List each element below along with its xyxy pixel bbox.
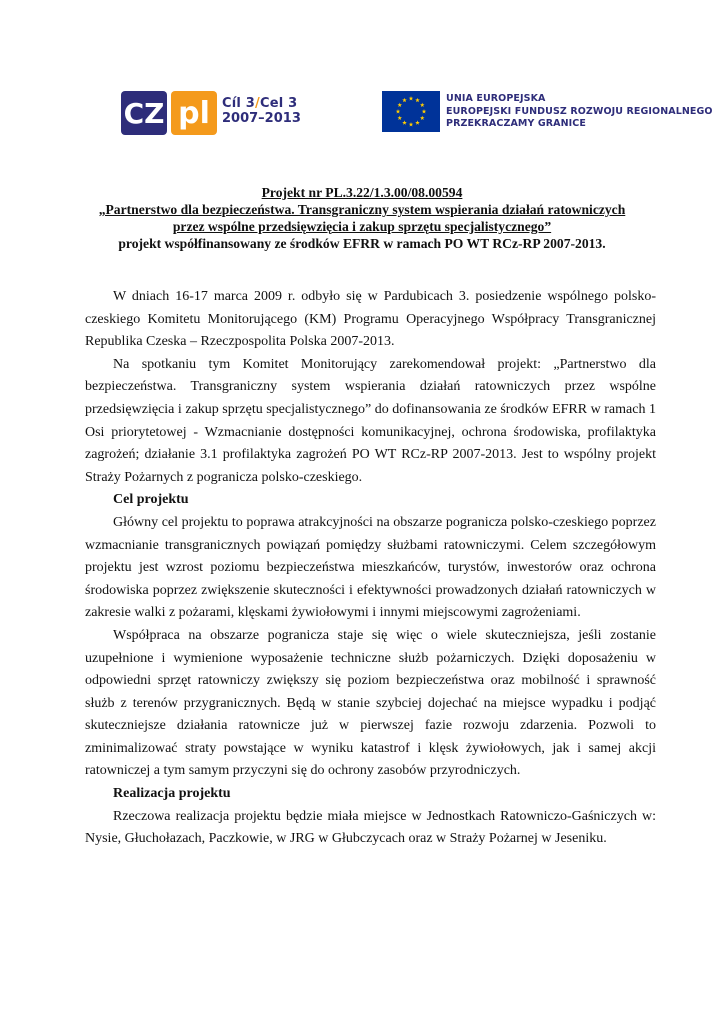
project-number: Projekt nr PL.3.22/1.3.00/08.00594 xyxy=(261,185,463,200)
project-title xyxy=(60,184,664,252)
eu-line-3: PRZEKRACZAMY GRANICE xyxy=(446,118,586,129)
paragraph-3: Główny cel projektu to poprawa atrakcyjności na obszarze pogranicza polsko-czeskiego poprzez wzmacnianie transgranicznych powiązań pomiędzy służbami ratowniczymi. Celem szczegółowym projektu jest wzrost poziomu bezpieczeństwa mieszkańców, turystów, inwestorów oraz ochrona środowiska poprzez zwiększenie skuteczności i efektywności prowadzonych działań ratowniczych w zakresie walki z pożarami, klęskami żywiołowymi i innymi miejscowymi zagrożeniami. xyxy=(85,514,656,621)
cil-cel-text xyxy=(222,96,301,126)
header-logos xyxy=(0,88,724,138)
paragraph-1: W dniach 16-17 marca 2009 r. odbyło się w Pardubicach 3. posiedzenie wspólnego polsko-czeskiego Komitetu Monitorującego (KM) Programu Operacyjnego Współpracy Transgranicznej Republika Czeska – Rzeczpospolita Polska 2007-2013. xyxy=(85,289,656,350)
czpl-logo-pl: pl xyxy=(178,96,210,131)
paragraph-5: Rzeczowa realizacja projektu będzie miała miejsce w Jednostkach Ratowniczo-Gaśniczych w: Nysie, Głuchołazach, Paczkowie, w JRG w Głubczycach oraz w Straży Pożarnej w Jeseniku. xyxy=(85,808,656,847)
heading-realizacja-projektu: Realizacja projektu xyxy=(113,786,231,802)
project-funding: projekt współfinansowany ze środków EFRR w ramach PO WT RCz-RP 2007-2013. xyxy=(118,236,606,251)
cil-years: 2007–2013 xyxy=(222,111,301,126)
project-name-line-2: przez wspólne przedsięwzięcia i zakup sprzętu specjalistycznego” xyxy=(172,219,552,234)
paragraph-4: Współpraca na obszarze pogranicza staje się więc o wiele skuteczniejsza, jeśli zostanie uzupełnione i wymienione wyposażenie techniczne służb pożarniczych. Dzięki doposażeniu w odpowiedni sprzęt ratowniczy zwiększy się poziom bezpieczeństwa oraz mobilność i sprawność służb z terenów przygranicznych. Będą w stanie szybciej dojechać na miejsce wypadku i podjąć skuteczniejsze działania ratownicze już w pierwszej fazie rozwoju zdarzenia. Pozwoli to zminimalizować straty powstające w wyniku katastrof i klęsk żywiołowych, jak i samej akcji ratowniczej a tym samym przyczyni się do ochrony zasobów przyrodniczych. xyxy=(85,627,656,779)
document-body xyxy=(85,286,656,851)
eu-line-2: EUROPEJSKI FUNDUSZ ROZWOJU REGIONALNEGO xyxy=(446,105,713,117)
czpl-logo xyxy=(121,91,217,135)
cil-separator: / xyxy=(255,96,260,111)
eu-text xyxy=(446,93,713,131)
paragraph-2: Na spotkaniu tym Komitet Monitorujący zarekomendował projekt: „Partnerstwo dla bezpieczeństwa. Transgraniczny system wspierania działań ratowniczych przez wspólne przedsięwzięcia i zakup sprzętu specjalistycznego” do dofinansowania ze środków EFRR w ramach 1 Osi priorytetowej - Wzmacnianie dostępności komunikacyjnej, ochrona środowiska, profilaktyka zagrożeń; działanie 3.1 profilaktyka zagrożeń PO WT RCz-RP 2007-2013. Jest to wspólny projekt Straży Pożarnych z pogranicza polsko-czeskiego. xyxy=(85,356,656,485)
project-name-line-1: „Partnerstwo dla bezpieczeństwa. Transgraniczny system wspierania działań ratowniczych xyxy=(98,202,626,217)
eu-line-1: UNIA EUROPEJSKA xyxy=(446,93,546,104)
cel-text: Cel 3 xyxy=(259,96,298,111)
eu-flag-icon xyxy=(382,91,440,132)
cil-text: Cíl 3 xyxy=(222,96,256,111)
heading-cel-projektu: Cel projektu xyxy=(113,492,189,508)
czpl-logo-cz: CZ xyxy=(123,97,165,130)
